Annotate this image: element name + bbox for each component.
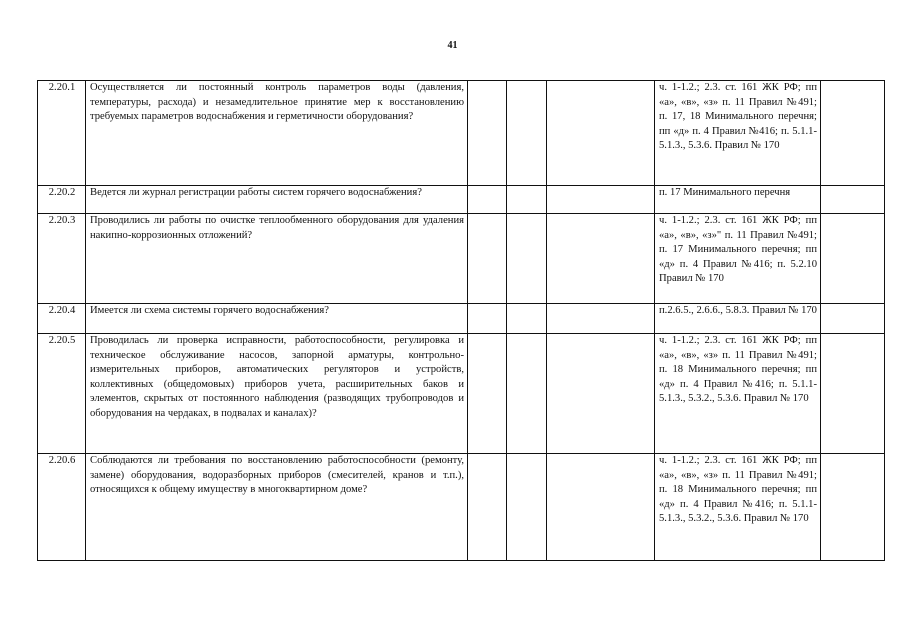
- question-text: Проводились ли работы по очистке теплообменного оборудования для удаления накипно-коррозионных отложений?: [86, 214, 468, 304]
- question-text: Осуществляется ли постоянный контроль параметров воды (давления, температуры, расхода) и незамедлительное принятие мер к восстановлению требуемых параметров водоснабжения и герметичности оборудования?: [86, 81, 468, 186]
- not-applicable-cell: [547, 186, 655, 214]
- notes-cell: [821, 334, 885, 454]
- not-applicable-cell: [547, 454, 655, 561]
- legal-reference: ч. 1-1.2.; 2.3. ст. 161 ЖК РФ; пп «а», «в», «з» п. 11 Правил №491; п. 18 Минимального перечня; пп «д» п. 4 Правил №416; п. 5.1.1- 5.1.3., 5.3.2., 5.3.6. Правил № 170: [655, 334, 821, 454]
- page-number: 41: [447, 40, 458, 51]
- item-number: 2.20.1: [38, 81, 86, 186]
- table-row: [38, 334, 885, 454]
- answer-no-cell: [507, 186, 547, 214]
- item-number: 2.20.4: [38, 304, 86, 334]
- question-text: Ведется ли журнал регистрации работы систем горячего водоснабжения?: [86, 186, 468, 214]
- not-applicable-cell: [547, 214, 655, 304]
- notes-cell: [821, 454, 885, 561]
- question-text: Имеется ли схема системы горячего водоснабжения?: [86, 304, 468, 334]
- notes-cell: [821, 214, 885, 304]
- item-number: 2.20.3: [38, 214, 86, 304]
- answer-no-cell: [507, 454, 547, 561]
- notes-cell: [821, 81, 885, 186]
- item-number: 2.20.6: [38, 454, 86, 561]
- table-row: [38, 81, 885, 186]
- legal-reference: ч. 1-1.2.; 2.3. ст. 161 ЖК РФ; пп «а», «в», «з» п. 11 Правил №491; п. 17, 18 Минимального перечня; пп «д» п. 4 Правил №416; п. 5.1.1- 5.1.3., 5.3.6. Правил № 170: [655, 81, 821, 186]
- legal-reference: ч. 1-1.2.; 2.3. ст. 161 ЖК РФ; пп «а», «в», «з» п. 11 Правил №491; п. 18 Минимального перечня; пп «д» п. 4 Правил №416; п. 5.1.1- 5.1.3., 5.3.2., 5.3.6. Правил № 170: [655, 454, 821, 561]
- question-text: Соблюдаются ли требования по восстановлению работоспособности (ремонту, замене) оборудования, водоразборных приборов (смесителей, кранов и т.п.), относящихся к общему имуществу в многоквартирном доме?: [86, 454, 468, 561]
- answer-yes-cell: [468, 186, 507, 214]
- question-text: Проводилась ли проверка исправности, работоспособности, регулировка и техническое обслуживание насосов, запорной арматуры, контрольно-измерительных приборов, автоматических регуляторов и устройств, коллективных (общедомовых) приборов учета, расширительных баков и элементов, скрытых от постоянного наблюдения (разводящих трубопроводов и оборудования на чердаках, в подвалах и каналах)?: [86, 334, 468, 454]
- answer-no-cell: [507, 214, 547, 304]
- table-row: [38, 454, 885, 561]
- answer-yes-cell: [468, 304, 507, 334]
- item-number: 2.20.2: [38, 186, 86, 214]
- answer-no-cell: [507, 334, 547, 454]
- notes-cell: [821, 186, 885, 214]
- table-row: [38, 214, 885, 304]
- answer-no-cell: [507, 81, 547, 186]
- answer-no-cell: [507, 304, 547, 334]
- legal-reference: п. 17 Минимального перечня: [655, 186, 821, 214]
- answer-yes-cell: [468, 334, 507, 454]
- notes-cell: [821, 304, 885, 334]
- table-row: [38, 304, 885, 334]
- legal-reference: п.2.6.5., 2.6.6., 5.8.3. Правил № 170: [655, 304, 821, 334]
- not-applicable-cell: [547, 81, 655, 186]
- checklist-table: [37, 80, 885, 561]
- legal-reference: ч. 1-1.2.; 2.3. ст. 161 ЖК РФ; пп «а», «в», «з»" п. 11 Правил №491; п. 17 Минимального перечня; пп «д» п. 4 Правил №416; п. 5.2.10 Правил № 170: [655, 214, 821, 304]
- answer-yes-cell: [468, 214, 507, 304]
- table-row: [38, 186, 885, 214]
- not-applicable-cell: [547, 304, 655, 334]
- answer-yes-cell: [468, 81, 507, 186]
- not-applicable-cell: [547, 334, 655, 454]
- answer-yes-cell: [468, 454, 507, 561]
- item-number: 2.20.5: [38, 334, 86, 454]
